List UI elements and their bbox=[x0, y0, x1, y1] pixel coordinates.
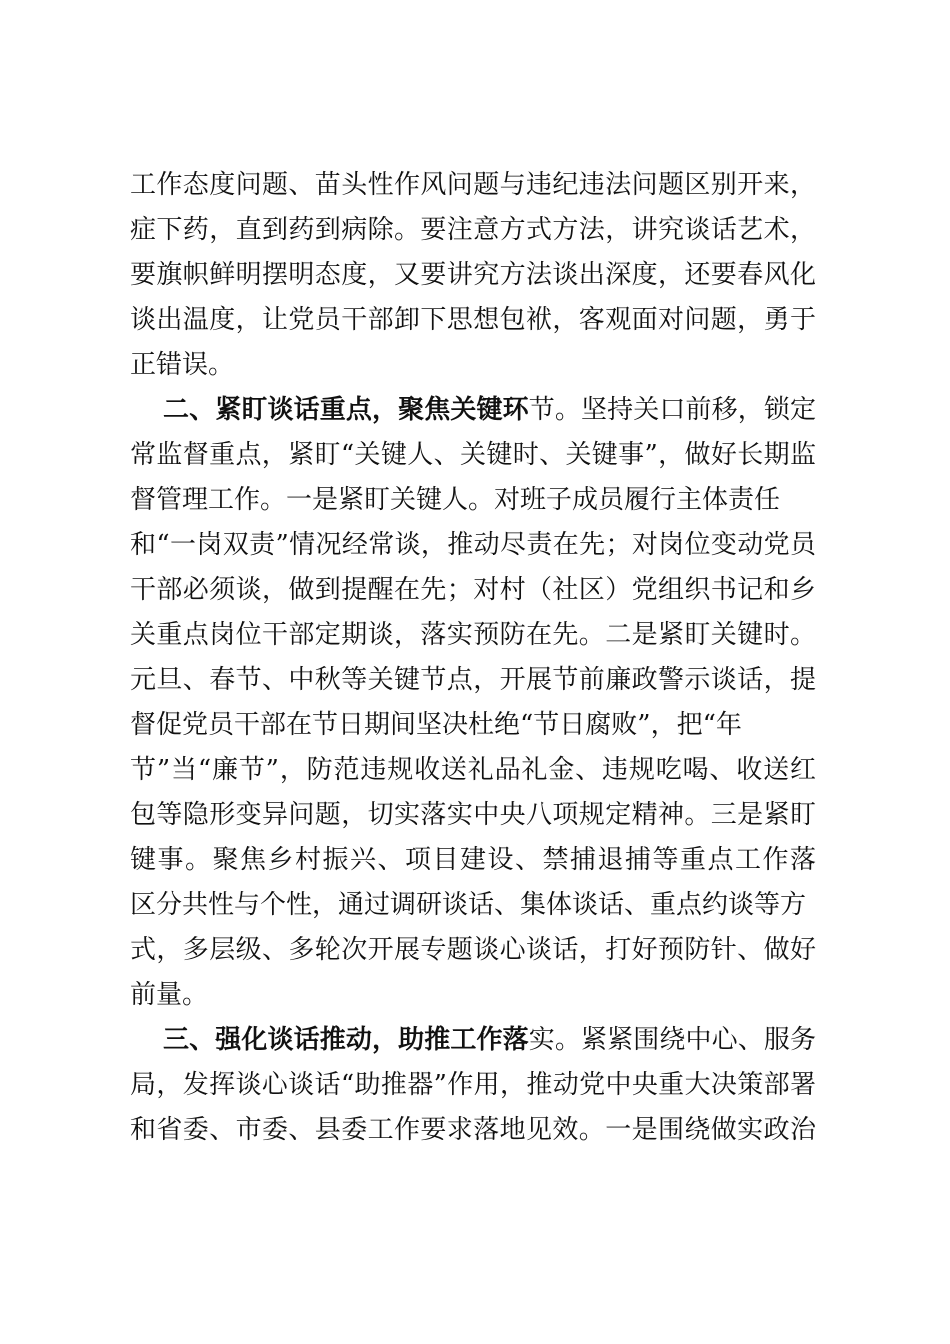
line-text: 工作态度问题、苗头性作风问题与违纪违法问题区别开来， bbox=[130, 170, 816, 200]
text-line bbox=[130, 298, 816, 343]
line-text: 式，多层级、多轮次开展专题谈心谈话，打好预防针、做好 bbox=[130, 935, 816, 965]
text-line bbox=[130, 883, 816, 928]
line-text: 节。坚持关口前移，锁定 bbox=[528, 395, 816, 425]
text-line bbox=[130, 163, 816, 208]
line-text: 关重点岗位干部定期谈，落实预防在先。二是紧盯关键时。 bbox=[130, 620, 816, 650]
text-line bbox=[130, 703, 816, 748]
line-text: 症下药，直到药到病除。要注意方式方法，讲究谈话艺术， bbox=[130, 215, 816, 245]
line-text: 元旦、春节、中秋等关键节点，开展节前廉政警示谈话，提 bbox=[130, 665, 816, 695]
section-heading-line bbox=[130, 388, 816, 433]
line-text: 和省委、市委、县委工作要求落地见效。一是围绕做实政治 bbox=[130, 1115, 816, 1145]
line-text: 和“一岗双责”情况经常谈，推动尽责在先；对岗位变动党员 bbox=[130, 530, 816, 560]
line-text: 前量。 bbox=[130, 980, 209, 1010]
text-line bbox=[130, 838, 816, 883]
text-line bbox=[130, 253, 816, 298]
line-text: 包等隐形变异问题，切实落实中央八项规定精神。三是紧盯 bbox=[130, 800, 816, 830]
line-text: 要旗帜鲜明摆明态度，又要讲究方法谈出深度，还要春风化 bbox=[130, 260, 816, 290]
text-line bbox=[130, 1063, 816, 1108]
line-text: 正错误。 bbox=[130, 350, 235, 380]
text-line bbox=[130, 343, 816, 388]
text-line bbox=[130, 613, 816, 658]
line-text: 节”当“廉节”，防范违规收送礼品礼金、违规吃喝、收送红 bbox=[130, 755, 816, 785]
section-heading: 三、强化谈话推动，助推工作落 bbox=[163, 1025, 529, 1055]
section-heading-line bbox=[130, 1018, 816, 1063]
line-text: 督管理工作。一是紧盯关键人。对班子成员履行主体责任 bbox=[130, 485, 781, 515]
line-text: 督促党员干部在节日期间坚决杜绝“节日腐败”，把“年 bbox=[130, 710, 742, 740]
text-line bbox=[130, 793, 816, 838]
line-text: 局，发挥谈心谈话“助推器”作用，推动党中央重大决策部署 bbox=[130, 1070, 816, 1100]
text-line bbox=[130, 1108, 816, 1153]
section-heading: 二、紧盯谈话重点，聚焦关键环 bbox=[163, 395, 529, 425]
text-line bbox=[130, 208, 816, 253]
line-text: 常监督重点，紧盯“关键人、关键时、关键事”，做好长期监 bbox=[130, 440, 816, 470]
body-text bbox=[130, 163, 816, 1153]
line-text: 干部必须谈，做到提醒在先；对村（社区）党组织书记和乡 bbox=[130, 575, 816, 605]
text-line bbox=[130, 658, 816, 703]
text-line bbox=[130, 523, 816, 568]
text-line bbox=[130, 433, 816, 478]
text-line bbox=[130, 928, 816, 973]
line-text: 谈出温度，让党员干部卸下思想包袱，客观面对问题，勇于 bbox=[130, 305, 816, 335]
text-line bbox=[130, 478, 816, 523]
text-line bbox=[130, 748, 816, 793]
text-line bbox=[130, 973, 816, 1018]
text-line bbox=[130, 568, 816, 613]
line-text: 实。紧紧围绕中心、服务 bbox=[528, 1025, 816, 1055]
line-text: 区分共性与个性，通过调研谈话、集体谈话、重点约谈等方 bbox=[130, 890, 807, 920]
line-text: 键事。聚焦乡村振兴、项目建设、禁捕退捕等重点工作落 bbox=[130, 845, 816, 875]
